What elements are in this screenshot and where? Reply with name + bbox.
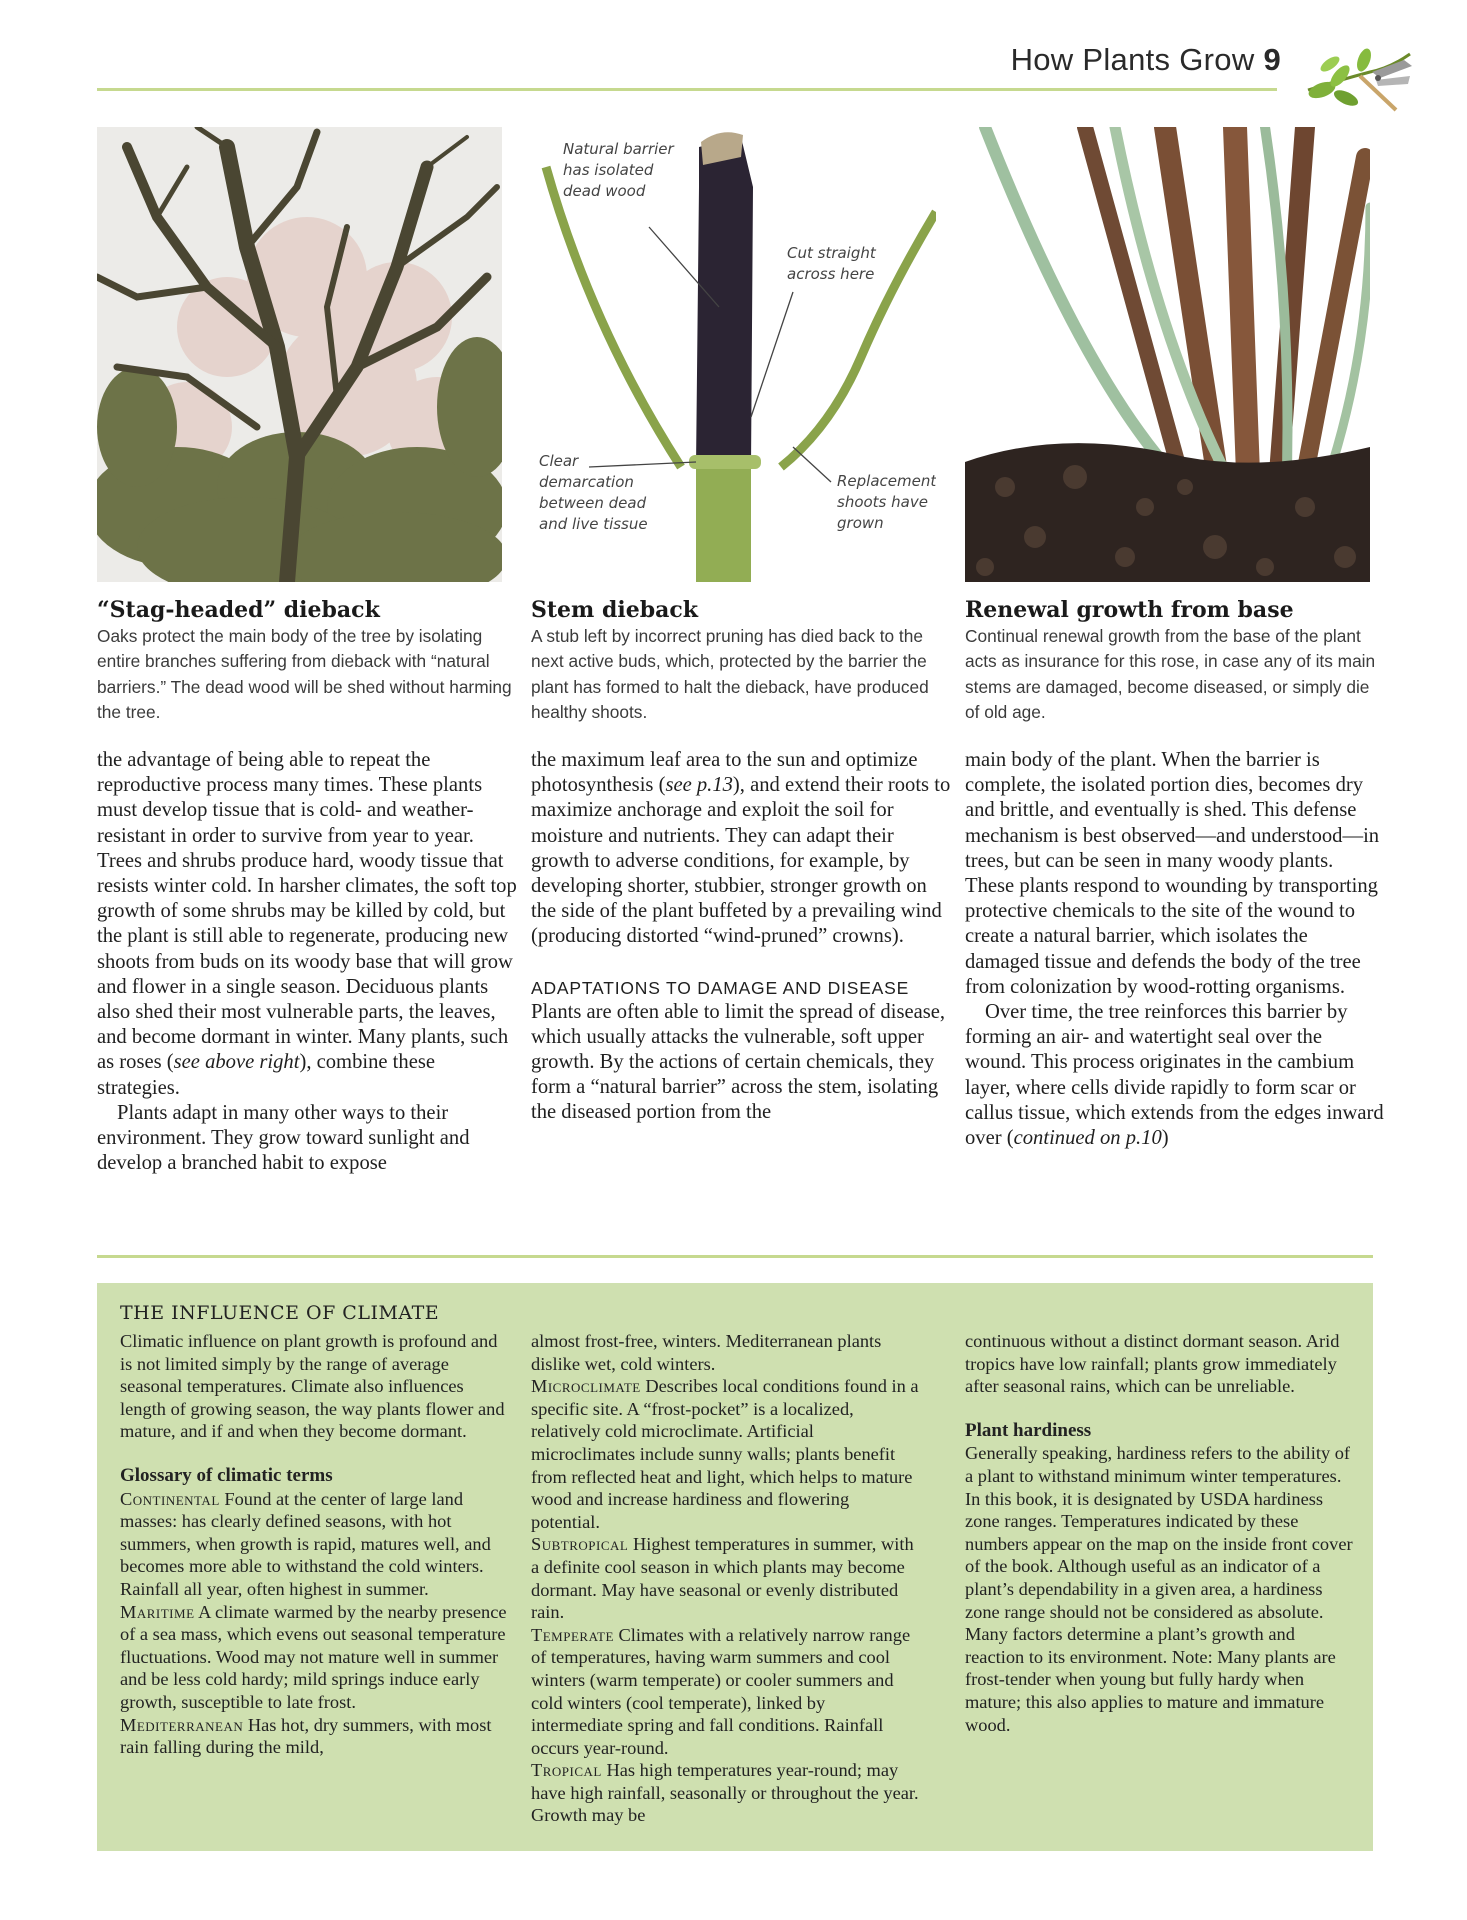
running-header	[1011, 42, 1281, 78]
photo-rose-renewal-growth	[965, 127, 1370, 582]
sprig-with-secateurs-icon	[1300, 32, 1415, 127]
body-paragraph: main body of the plant. When the barrier is complete, the isolated portion dies, becomes dry and brittle, and eventually is shed. This defense mechanism is best observed—and understood—in trees, but can be seen in many woody plants. These plants respond to wounding by transporting protective chemicals to the site of the wound to create a natural barrier, which isolates the damaged tissue and defends the body of the tree from colonization by wood-rotting organisms.	[965, 749, 1380, 998]
caption-body: A stub left by incorrect pruning has died back to the next active buds, which, protected by the barrier the plant has formed to halt the dieback, have produced healthy shoots.	[531, 626, 929, 722]
hardiness-heading: Plant hardiness	[965, 1419, 1092, 1441]
caption-renewal-growth	[965, 596, 1385, 725]
caption-title: Stem dieback	[531, 597, 698, 623]
glossary-heading: Glossary of climatic terms	[120, 1464, 333, 1486]
body-column-2	[531, 748, 951, 1126]
body-paragraph: the maximum leaf area to the sun and optimize photosynthesis (see p.13), and extend their roots to maximize anchorage and exploit the soil for moisture and nutrients. They can adapt their growth to adverse conditions, for example, by developing shorter, stubbier, stronger growth on the side of the plant buffeted by a prevailing wind (producing distorted “wind-pruned” crowns).	[531, 749, 951, 948]
glossary-entry-continental: Continental Found at the center of large land masses: has clearly defined seasons, with hot summers, when growth is rapid, matures well, and becomes more able to withstand the cold winters. Rainfall all year, often highest in summer.	[120, 1488, 491, 1599]
box-column-3	[965, 1330, 1355, 1736]
header-rule	[97, 88, 1277, 91]
box-column-2	[531, 1330, 921, 1827]
caption-stem-dieback	[531, 596, 951, 725]
annotation-cut-straight: Cut straight across here	[787, 244, 876, 283]
glossary-entry-subtropical: Subtropical Highest temperatures in summer, with a definite cool season in which plants may become dormant. May have seasonal or evenly distributed rain.	[531, 1534, 914, 1623]
annotation-replacement-shoots: Replacement shoots have grown	[837, 472, 936, 532]
caption-stag-headed	[97, 596, 517, 725]
glossary-entry-temperate: Temperate Climates with a relatively narrow range of temperatures, having warm summers and cool winters (warm temperate) or cooler summers and cold winters (cool temperate), linked by intermediate spring and fall conditions. Rainfall occurs year-round.	[531, 1624, 911, 1758]
annotation-leader-lines	[531, 127, 936, 582]
page-number: 9	[1263, 42, 1281, 77]
body-paragraph: the advantage of being able to repeat the reproductive process many times. These plants must develop tissue that is cold- and weather-resistant in order to survive from year to year. Trees and shrubs produce hard, woody tissue that resists winter cold. In harsher climates, the soft top growth of some shrubs may be killed by cold, but the plant is still able to regenerate, producing new shoots from buds on its woody base that will grow and flower in a single season. Deciduous plants also shed their most vulnerable parts, the leaves, and become dormant in winter. Many plants, such as roses (see above right), combine these strategies.	[97, 749, 517, 1099]
glossary-entry-tropical: Tropical Has high temperatures year-round; may have high rainfall, seasonally or throughout the year. Growth may be	[531, 1760, 919, 1826]
glossary-entry-mediterranean: Mediterranean Has hot, dry summers, with most rain falling during the mild,	[120, 1714, 492, 1758]
body-paragraph: Plants are often able to limit the spread of disease, which usually attacks the vulnerable, soft upper growth. By the actions of certain chemicals, they form a “natural barrier” across the stem, isolating the diseased portion from the	[531, 1000, 946, 1124]
box-title: THE INFLUENCE OF CLIMATE	[120, 1302, 440, 1324]
body-paragraph: Plants adapt in many other ways to their environment. They grow toward sunlight and develop a branched habit to expose	[97, 1101, 470, 1175]
glossary-entry-microclimate: Microclimate Describes local conditions found in a specific site. A “frost-pocket” is a localized, relatively cold microclimate. Artificial microclimates include sunny walls; plants benefit from reflected heat and light, which helps to mature wood and increase hardiness and flowering potential.	[531, 1376, 919, 1532]
annotation-natural-barrier: Natural barrier has isolated dead wood	[563, 140, 674, 200]
cross-reference: see above right	[173, 1051, 300, 1074]
box-column-1	[120, 1330, 510, 1759]
glossary-entry-tropical-cont: continuous without a distinct dormant season. Arid tropics have low rainfall; plants grow immediately after seasonal rains, which can be unreliable.	[965, 1331, 1340, 1397]
cross-reference: continued on p.10	[1013, 1127, 1162, 1150]
photo-stag-headed-oak	[97, 127, 502, 582]
annotation-clear-demarcation: Clear demarcation between dead and live tissue	[539, 452, 648, 533]
glossary-entry-mediterranean-cont: almost frost-free, winters. Mediterranean plants dislike wet, cold winters.	[531, 1331, 882, 1374]
caption-title: “Stag-headed” dieback	[97, 597, 380, 623]
caption-body: Oaks protect the main body of the tree by isolating entire branches suffering from dieback with “natural barriers.” The dead wood will be shed without harming the tree.	[97, 626, 512, 722]
box-intro: Climatic influence on plant growth is profound and is not limited simply by the range of average seasonal temperatures. Climate also influences length of growing season, the way plants flower and mature, and if and when they become dormant.	[120, 1331, 505, 1442]
section-heading: ADAPTATIONS TO DAMAGE AND DISEASE	[531, 977, 910, 998]
body-column-3	[965, 748, 1385, 1151]
body-paragraph: Over time, the tree reinforces this barrier by forming an air- and watertight seal over the wound. This process originates in the cambium layer, where cells divide rapidly to form scar or callus tissue, which extends from the edges inward over (continued on p.10)	[965, 1001, 1384, 1150]
cross-reference: see p.13	[665, 774, 733, 797]
photo-stem-dieback	[531, 127, 936, 582]
chapter-title: How Plants Grow	[1010, 42, 1255, 77]
body-column-1	[97, 748, 517, 1176]
hardiness-text: Generally speaking, hardiness refers to the ability of a plant to withstand minimum winter temperatures. In this book, it is designated by USDA hardiness zone ranges. Temperatures indicated by these numbers appear on the map on the inside front cover of the book. Although useful as an indicator of a plant’s dependability in a given area, a hardiness zone range should not be considered as absolute. Many factors determine a plant’s growth and reaction to its environment. Note: Many plants are frost-tender when young but fully hardy when mature; this also applies to mature and immature wood.	[965, 1443, 1353, 1735]
caption-title: Renewal growth from base	[965, 597, 1294, 623]
glossary-entry-maritime: Maritime A climate warmed by the nearby presence of a sea mass, which evens out seasonal temperature fluctuations. Wood may not mature well in summer and be less cold hardy; mild springs induce early growth, susceptible to late frost.	[120, 1601, 507, 1712]
caption-body: Continual renewal growth from the base of the plant acts as insurance for this rose, in case any of its main stems are damaged, become diseased, or simply die of old age.	[965, 626, 1376, 722]
section-rule	[97, 1255, 1373, 1258]
